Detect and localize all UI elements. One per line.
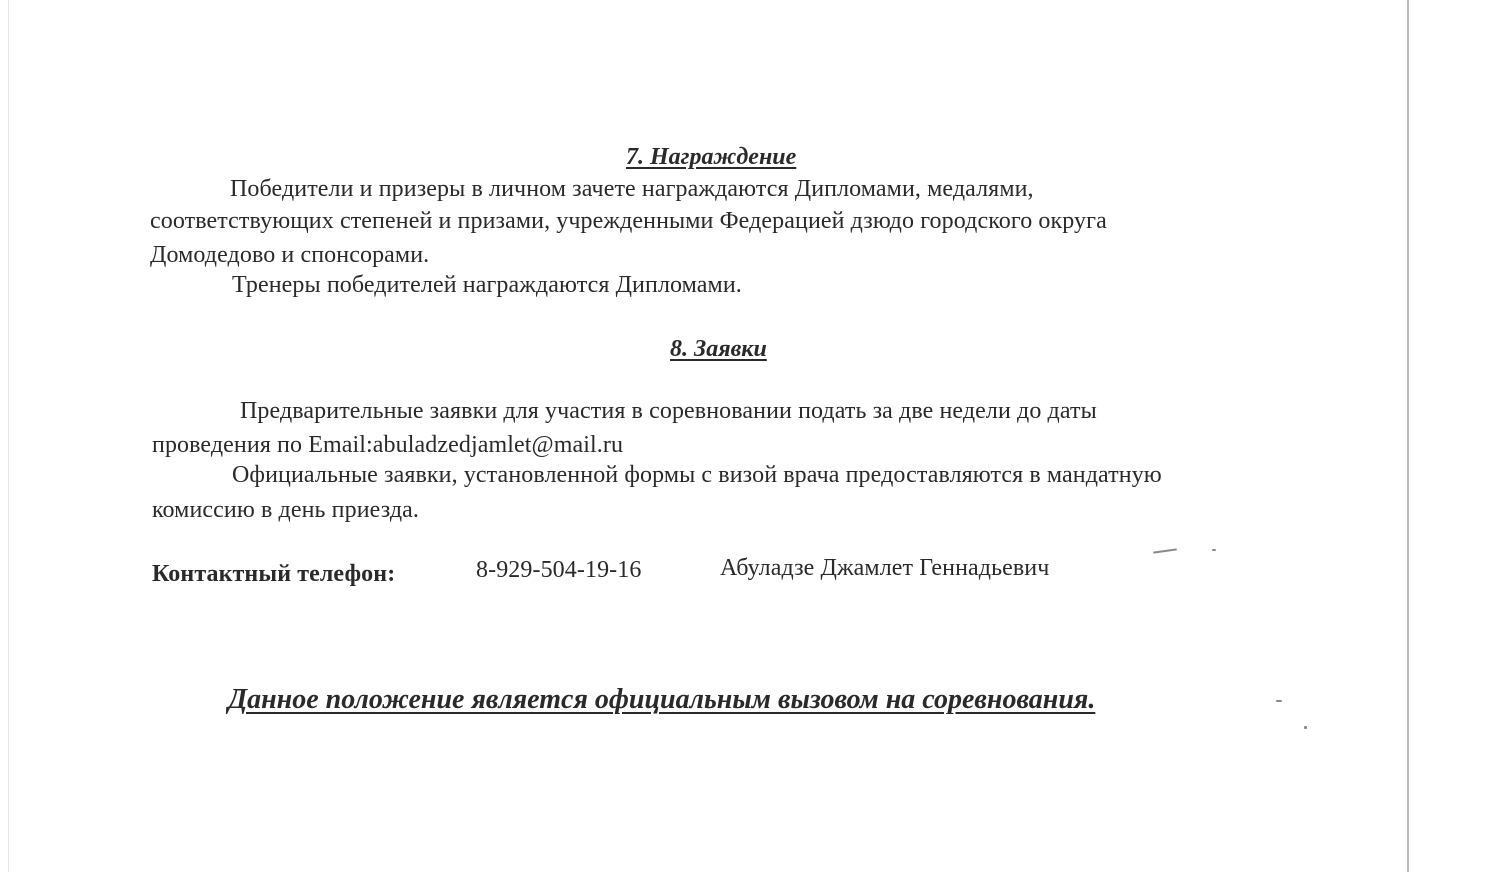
contact-person-name: Абуладзе Джамлет Геннадьевич xyxy=(720,555,1050,581)
section-8-line-4: комиссию в день приезда. xyxy=(152,497,420,523)
page-right-edge xyxy=(1407,0,1409,872)
section-7-line-1: Победители и призеры в личном зачете награждаются Дипломами, медалями, xyxy=(230,176,1034,202)
scan-speck xyxy=(1212,549,1216,551)
section-8-heading: 8. Заявки xyxy=(670,336,767,362)
section-8-line-2: проведения по Email:abuladzedjamlet@mail.ru xyxy=(152,432,624,458)
scan-speck xyxy=(1304,726,1307,729)
section-7-heading: 7. Награждение xyxy=(626,144,797,170)
contact-phone-label: Контактный телефон: xyxy=(152,561,396,587)
section-7-line-3: Домодедово и спонсорами. xyxy=(150,242,430,268)
page-left-edge xyxy=(8,0,9,872)
closing-statement: Данное положение является официальным вызовом на соревнования. xyxy=(228,684,1096,715)
section-7-line-4: Тренеры победителей награждаются Дипломами. xyxy=(232,272,742,298)
section-8-line-1: Предварительные заявки для участия в соревновании подать за две недели до даты xyxy=(240,398,1097,424)
scan-speck xyxy=(1153,548,1177,553)
section-8-line-3: Официальные заявки, установленной формы с визой врача предоставляются в мандатную xyxy=(232,462,1162,488)
contact-phone-number: 8-929-504-19-16 xyxy=(476,557,642,583)
scan-speck xyxy=(1276,700,1282,702)
section-7-line-2: соответствующих степеней и призами, учрежденными Федерацией дзюдо городского округа xyxy=(150,208,1107,234)
